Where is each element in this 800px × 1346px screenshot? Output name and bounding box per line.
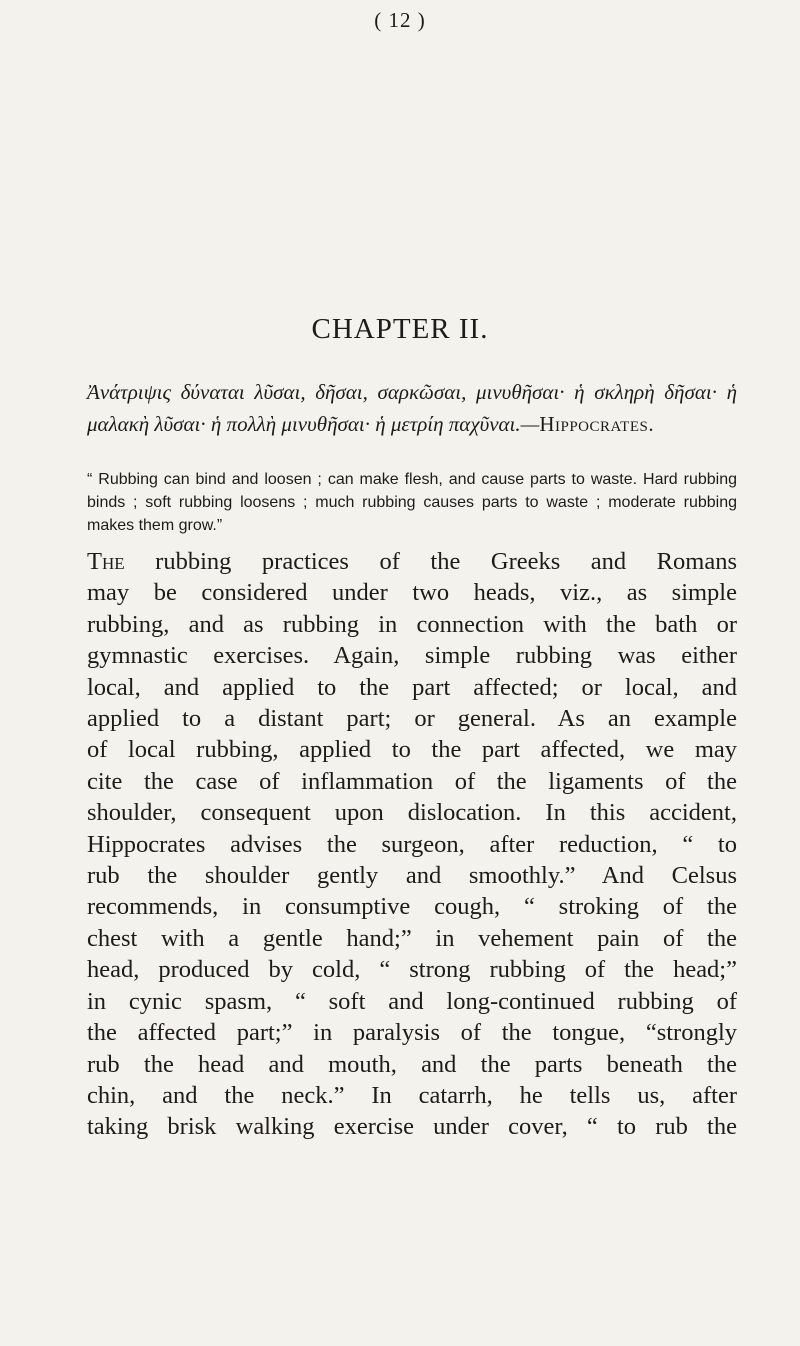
- body-line: rub the shoulder gently and smoothly.” And Celsus: [87, 862, 737, 890]
- body-line: in cynic spasm, “ soft and long-continued rubbing of: [87, 987, 737, 1015]
- body-line: recommends, in consumptive cough, “ stroking of the: [87, 893, 737, 921]
- chapter-title: CHAPTER II.: [311, 313, 489, 345]
- epigraph-greek: [87, 376, 737, 440]
- body-line: gymnastic exercises. Again, simple rubbing was either: [87, 642, 737, 670]
- body-line: the affected part;” in paralysis of the tongue, “strongly: [87, 1019, 737, 1047]
- body-line-text: rubbing practices of the Greeks and Romans: [124, 548, 737, 575]
- epigraph-attribution: Hippocrates.: [539, 412, 655, 436]
- body-line: of local rubbing, applied to the part affected, we may: [87, 736, 737, 764]
- epigraph-greek-text: Ἀνάτριψις δύναται λῦσαι, δῆσαι, σαρκῶσαι, μινυθῆσαι· ἡ σκληρὴ δῆσαι· ἡ μαλακὴ λῦσαι· ἡ πολλὴ μινυθῆσαι· ἡ μετρίη παχῦναι.—: [87, 380, 737, 436]
- body-line: chin, and the neck.” In catarrh, he tells us, after: [87, 1081, 737, 1109]
- lead-word: The: [87, 548, 125, 575]
- body-line: Hippocrates advises the surgeon, after reduction, “ to: [87, 830, 737, 858]
- body-line: applied to a distant part; or general. As an example: [87, 705, 737, 733]
- page-number: ( 12 ): [374, 8, 426, 32]
- epigraph-translation: “ Rubbing can bind and loosen ; can make flesh, and cause parts to waste. Hard rubbing binds ; soft rubbing loosens ; much rubbing causes parts to waste ; moderate rubbing makes them grow.”: [87, 471, 737, 534]
- body-line: may be considered under two heads, viz., as simple: [87, 579, 737, 607]
- body-line: shoulder, consequent upon dislocation. In this accident,: [87, 799, 737, 827]
- body-line: local, and applied to the part affected; or local, and: [87, 673, 737, 701]
- body-line: rub the head and mouth, and the parts beneath the: [87, 1050, 737, 1078]
- body-line: [87, 546, 737, 577]
- body-line: head, produced by cold, “ strong rubbing of the head;”: [87, 956, 737, 984]
- body-line: rubbing, and as rubbing in connection with the bath or: [87, 610, 737, 638]
- body-line: cite the case of inflammation of the ligaments of the: [87, 767, 737, 795]
- body-line: taking brisk walking exercise under cover, “ to rub the: [87, 1113, 737, 1141]
- body-paragraph: [87, 546, 737, 1143]
- body-line: chest with a gentle hand;” in vehement pain of the: [87, 924, 737, 952]
